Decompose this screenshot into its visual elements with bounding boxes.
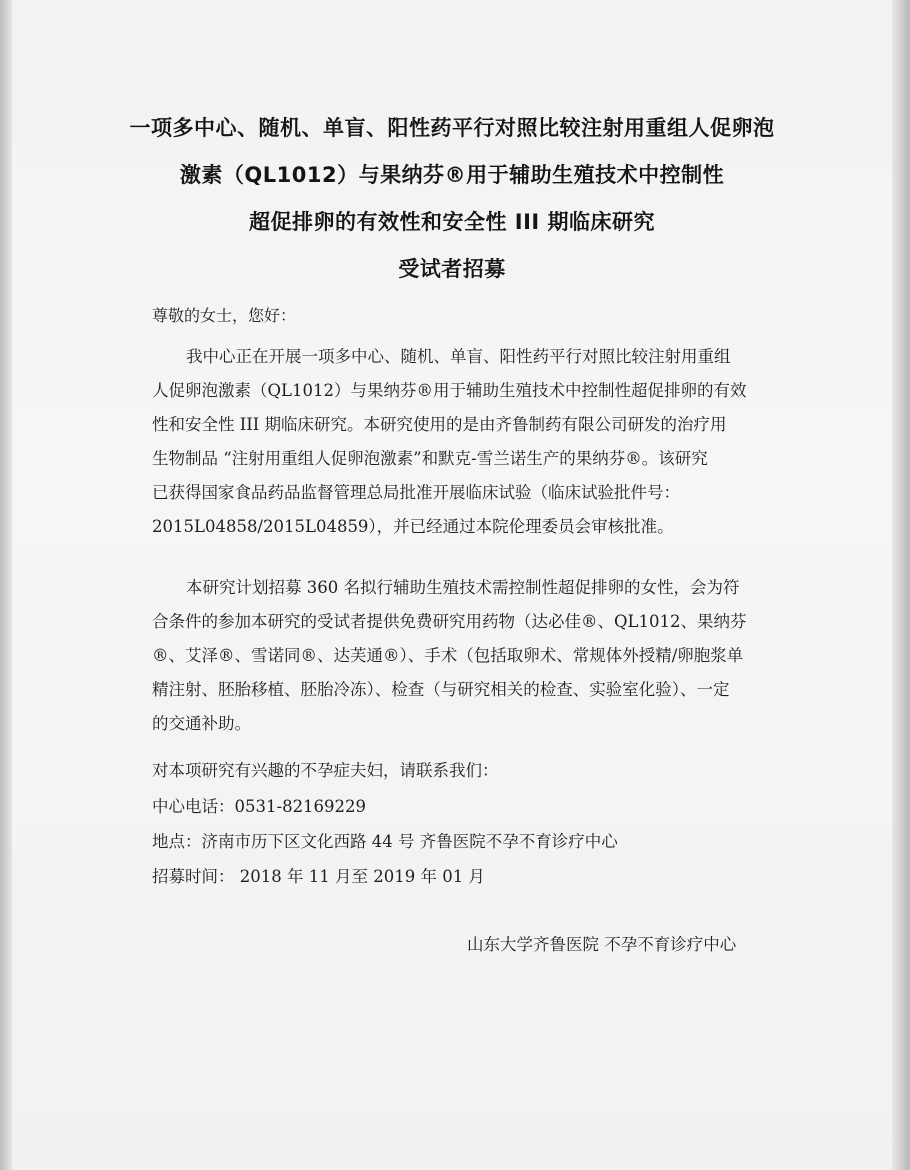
title-line-4: 受试者招募 <box>398 257 506 281</box>
phone-line: 中心电话：0531-82169229 <box>152 797 367 816</box>
paragraph-1-line: 2015L04858/2015L04859），并已经通过本院伦理委员会审核批准。 <box>152 517 674 536</box>
contact-intro: 对本项研究有兴趣的不孕症夫妇，请联系我们： <box>152 761 499 780</box>
paragraph-1-line: 人促卵泡激素（QL1012）与果纳芬®用于辅助生殖技术中控制性超促排卵的有效 <box>152 381 747 400</box>
paragraph-2-line: 合条件的参加本研究的受试者提供免费研究用药物（达必佳®、QL1012、果纳芬 <box>152 612 747 631</box>
paragraph-1-line: 已获得国家食品药品监督管理总局批准开展临床试验（临床试验批件号： <box>152 483 680 502</box>
recruitment-benefits-paragraph <box>152 571 782 741</box>
recruitment-period-line: 招募时间： 2018 年 11 月至 2019 年 01 月 <box>152 867 485 886</box>
paragraph-1-line: 生物制品 “注射用重组人促卵泡激素”和默克-雪兰诺生产的果纳芬®。该研究 <box>152 449 708 468</box>
paragraph-2-line: 的交通补助。 <box>152 714 251 733</box>
title-line-1: 一项多中心、随机、单盲、阳性药平行对照比较注射用重组人促卵泡 <box>129 116 775 140</box>
paragraph-1-line: 我中心正在开展一项多中心、随机、单盲、阳性药平行对照比较注射用重组 <box>186 347 731 366</box>
title-line-2: 激素（QL1012）与果纳芬®用于辅助生殖技术中控制性 <box>179 163 725 187</box>
paragraph-1-line: 性和安全性 III 期临床研究。本研究使用的是由齐鲁制药有限公司研发的治疗用 <box>152 415 727 434</box>
document-page <box>12 0 892 1170</box>
address-line: 地点：济南市历下区文化西路 44 号 齐鲁医院不孕不育诊疗中心 <box>152 832 618 851</box>
right-page-edge <box>892 0 910 1170</box>
study-description-paragraph <box>152 340 782 544</box>
paragraph-2-line: ®、艾泽®、雪诺同®、达芙通®）、手术（包括取卵术、常规体外授精/卵胞浆单 <box>152 646 744 665</box>
paragraph-2-line: 本研究计划招募 360 名拟行辅助生殖技术需控制性超促排卵的女性，会为符 <box>186 578 740 597</box>
left-page-edge <box>0 0 12 1170</box>
paragraph-2-line: 精注射、胚胎移植、胚胎冷冻）、检查（与研究相关的检查、实验室化验）、一定 <box>152 680 730 699</box>
title-line-3: 超促排卵的有效性和安全性 III 期临床研究 <box>248 210 656 234</box>
signature: 山东大学齐鲁医院 不孕不育诊疗中心 <box>467 935 737 954</box>
salutation: 尊敬的女士，您好： <box>152 306 297 325</box>
